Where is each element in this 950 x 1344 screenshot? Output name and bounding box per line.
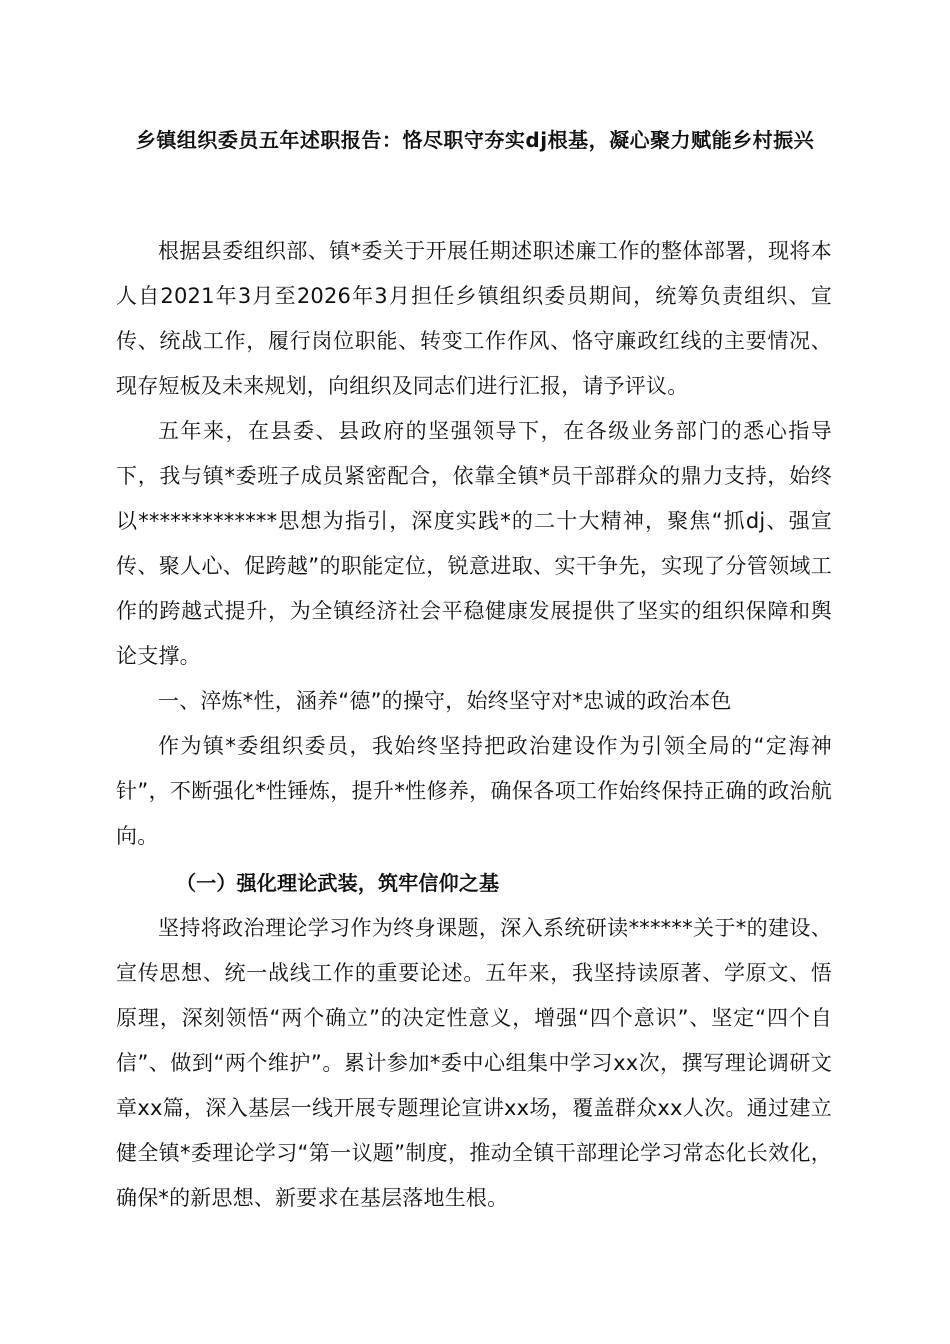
paragraph-overview: 五年来，在县委、县政府的坚强领导下，在各级业务部门的悉心指导下，我与镇*委班子成员紧密配合，依靠全镇*员干部群众的鼎力支持，始终以*************思想为指引，深度实践*的二十大精神，聚焦“抓dj、强宣传、聚人心、促跨越”的职能定位，锐意进取、实干争先，实现了分管领域工作的跨越式提升，为全镇经济社会平稳健康发展提供了坚实的组织保障和舆论支撑。 [116,419,832,668]
paragraph-intro: 根据县委组织部、镇*委关于开展任期述职述廉工作的整体部署，现将本人自2021年3月至2026年3月担任乡镇组织委员期间，统筹负责组织、宣传、统战工作，履行岗位职能、转变工作作风、恪守廉政红线的主要情况、现存短板及未来规划，向组织及同志们进行汇报，请予评议。 [116,239,832,398]
subheading-1: （一）强化理论武装，筑牢信仰之基 [176,871,500,895]
paragraph-theory-study: 坚持将政治理论学习作为终身课题，深入系统研读******关于*的建设、宣传思想、统一战线工作的重要论述。五年来，我坚持读原著、学原文、悟原理，深刻领悟“两个确立”的决定性意义，增强“四个意识”、坚定“四个自信”、做到“两个维护”。累计参加*委中心组集中学习xx次，撰写理论调研文章xx篇，深入基层一线开展专题理论宣讲xx场，覆盖群众xx人次。通过建立健全镇*委理论学习“第一议题”制度，推动全镇干部理论学习常态化长效化，确保*的新思想、新要求在基层落地生根。 [116,916,832,1210]
paragraph-section-1-intro: 作为镇*委组织委员，我始终坚持把政治建设作为引领全局的“定海神针”，不断强化*性锤炼，提升*性修养，确保各项工作始终保持正确的政治航向。 [116,734,832,848]
document-title: 乡镇组织委员五年述职报告：恪尽职守夯实dj根基，凝心聚力赋能乡村振兴 [135,128,815,152]
section-heading-1: 一、淬炼*性，涵养“德”的操守，始终坚守对*忠诚的政治本色 [158,689,732,713]
document-body [116,229,832,1221]
